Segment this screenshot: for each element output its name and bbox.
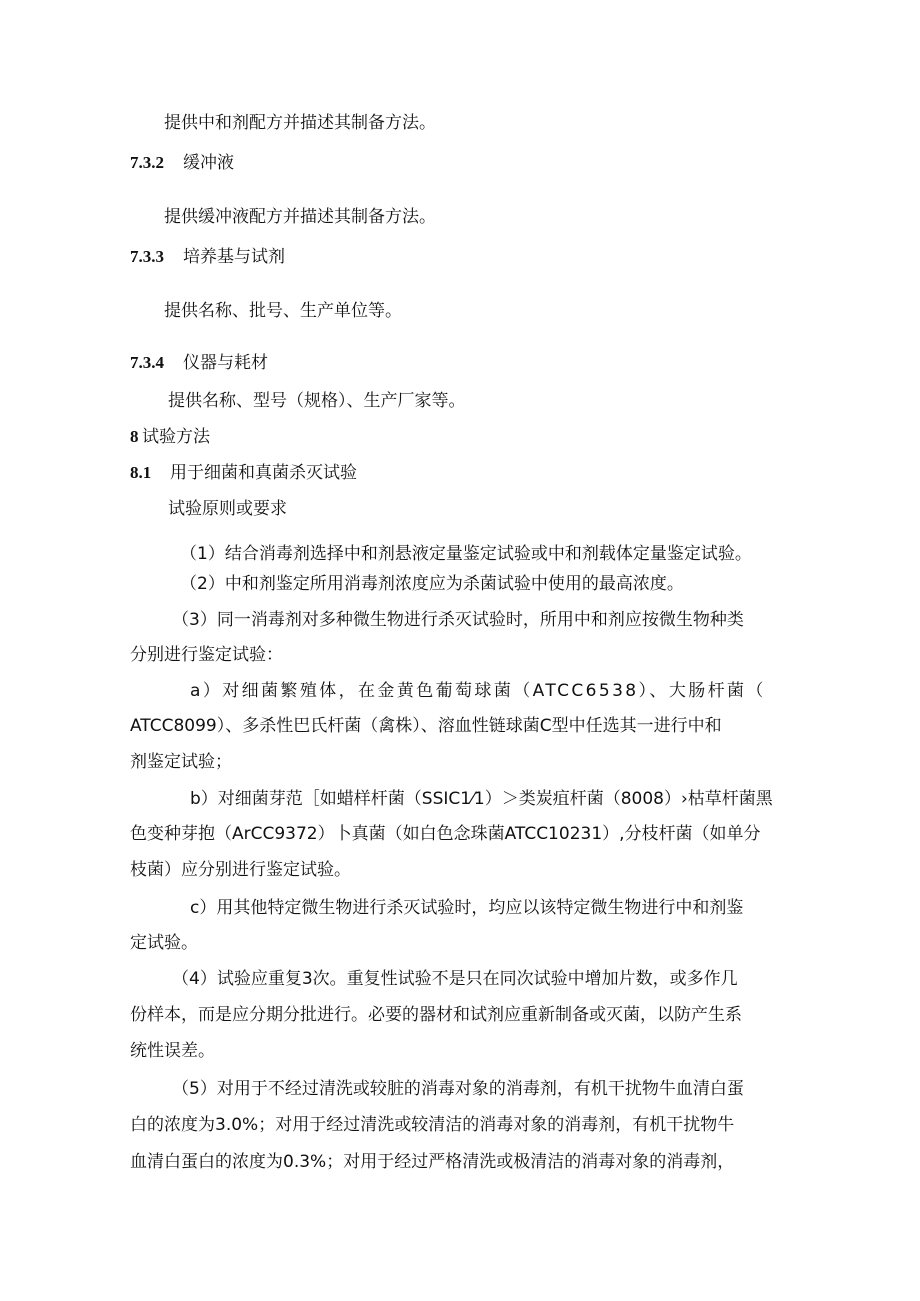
item-3-line-2: 分别进行鉴定试验： [130, 645, 283, 665]
item-a-line-2: ATCC8099）、多杀性巴氏杆菌（禽株）、溶血性链球菌C型中任选其一进行中和 [130, 716, 722, 736]
heading-7-3-4 [130, 352, 268, 374]
item-4-line-2: 份样本，而是应分期分批进行。必要的器材和试剂应重新制备或灭菌，以防产生系 [130, 1005, 742, 1025]
item-a-line-1: a）对细菌繁殖体，在金黄色葡萄球菌（ATCC6538）、大肠杆菌（ [190, 681, 766, 701]
heading-number: 7.3.3 [130, 247, 164, 266]
item-2: （2）中和剂鉴定所用消毒剂浓度应为杀菌试验中使用的最高浓度。 [180, 574, 684, 594]
heading-7-3-2 [130, 152, 234, 174]
principle-title: 试验原则或要求 [168, 499, 287, 519]
section-7-3-2-body: 提供缓冲液配方并描述其制备方法。 [164, 207, 436, 227]
heading-8-1 [130, 462, 357, 484]
section-7-3-4-body: 提供名称、型号（规格）、生产厂家等。 [168, 391, 466, 411]
heading-title: 用于细菌和真菌杀灭试验 [170, 463, 357, 483]
item-4-line-1: （4）试验应重复3次。重复性试验不是只在同次试验中增加片数，或多作几 [172, 969, 738, 989]
item-5-line-3: 血清白蛋白的浓度为0.3%；对用于经过严格清洗或极清洁的消毒对象的消毒剂， [130, 1152, 735, 1172]
item-c-line-2: 定试验。 [130, 933, 198, 953]
item-1: （1）结合消毒剂选择中和剂悬液定量鉴定试验或中和剂载体定量鉴定试验。 [180, 544, 752, 564]
item-a-line-3: 剂鉴定试验； [130, 752, 232, 772]
item-c-line-1: c）用其他特定微生物进行杀灭试验时，均应以该特定微生物进行中和剂鉴 [190, 898, 744, 918]
item-3-line-1: （3）同一消毒剂对多种微生物进行杀灭试验时，所用中和剂应按微生物种类 [172, 610, 744, 630]
heading-number: 8 [130, 427, 139, 446]
item-4-line-3: 统性误差。 [130, 1041, 215, 1061]
heading-7-3-3 [130, 246, 285, 268]
heading-number: 8.1 [130, 463, 152, 482]
heading-title: 试验方法 [142, 427, 210, 447]
heading-title: 仪器与耗材 [183, 353, 268, 373]
heading-number: 7.3.2 [130, 153, 164, 172]
item-b-line-3: 枝菌）应分别进行鉴定试验。 [130, 860, 351, 880]
section-7-3-1-body: 提供中和剂配方并描述其制备方法。 [164, 113, 436, 133]
heading-title: 培养基与试剂 [183, 247, 285, 267]
heading-8 [130, 426, 210, 448]
item-b-line-2: 色变种芽抱（ArCC9372）卜真菌（如白色念珠菌ATCC10231）,分枝杆菌（如单分 [130, 824, 761, 844]
section-7-3-3-body: 提供名称、批号、生产单位等。 [164, 301, 402, 321]
heading-title: 缓冲液 [183, 153, 234, 173]
item-5-line-1: （5）对用于不经过清洗或较脏的消毒对象的消毒剂，有机干扰物牛血清白蛋 [172, 1079, 744, 1099]
item-b-line-1: b）对细菌芽范［如蜡样杆菌（SSIC1⁄1）＞类炭疽杆菌（8008）›枯草杆菌黑 [190, 789, 773, 809]
item-5-line-2: 白的浓度为3.0%；对用于经过清洗或较清洁的消毒对象的消毒剂，有机干扰物牛 [130, 1115, 735, 1135]
heading-number: 7.3.4 [130, 353, 164, 372]
